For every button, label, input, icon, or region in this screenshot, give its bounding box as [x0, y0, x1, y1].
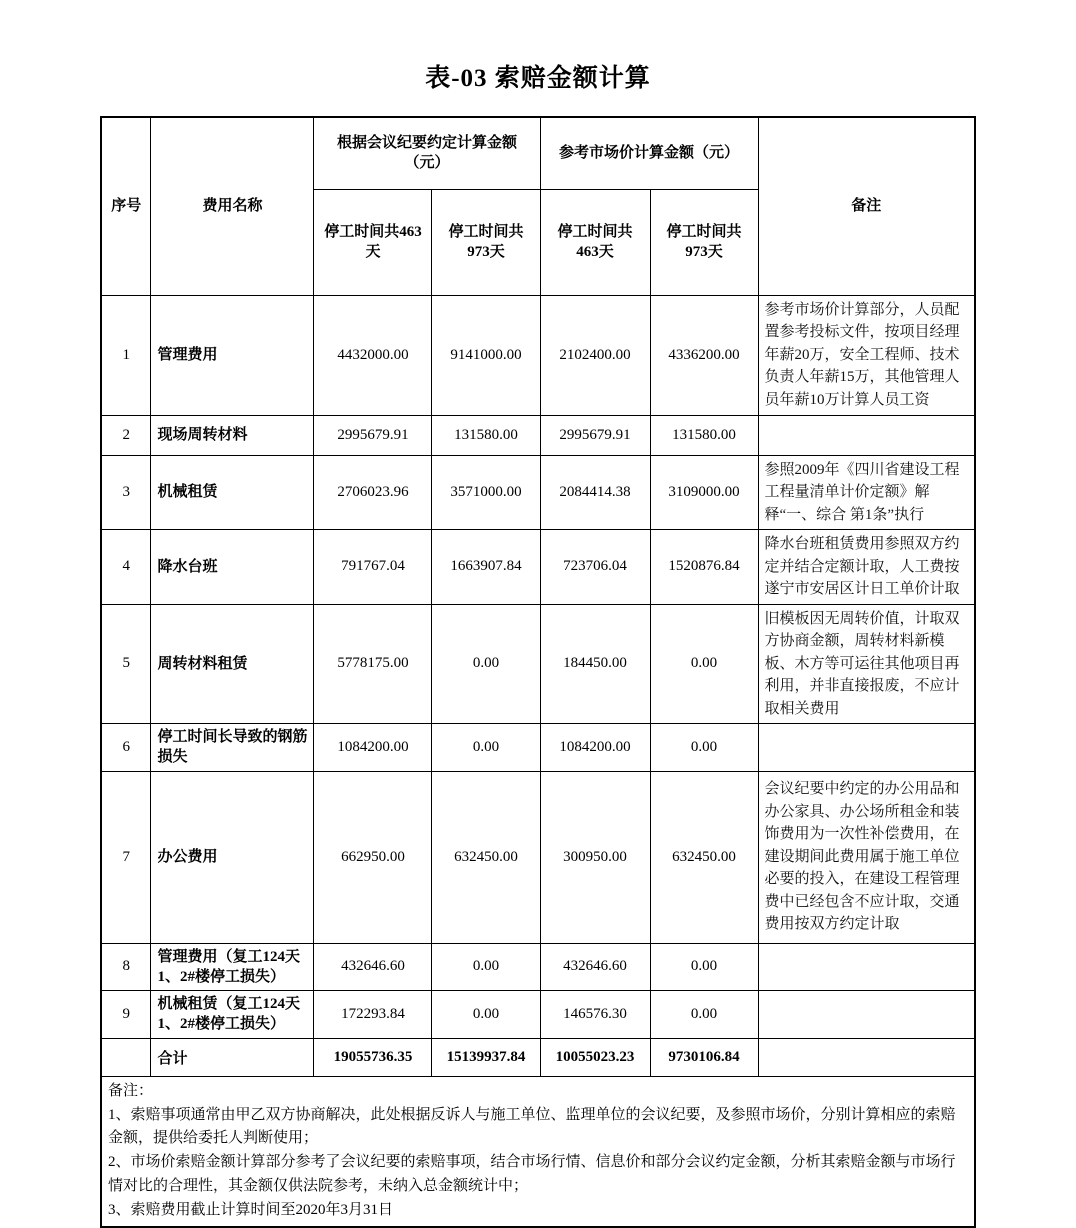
total-market-973: 9730106.84 [650, 1038, 758, 1076]
row-fee-name: 机械租赁（复工124天1、2#楼停工损失） [151, 991, 314, 1039]
row-fee-name: 管理费用（复工124天1、2#楼停工损失） [151, 943, 314, 991]
table-row [101, 771, 975, 943]
table-total-row [101, 1038, 975, 1076]
row-agreement-463: 2706023.96 [314, 455, 432, 530]
row-remark: 会议纪要中约定的办公用品和办公家具、办公场所租金和装饰费用为一次性补偿费用，在建设期间此费用属于施工单位必要的投入，在建设工程管理费中已经包含不应计取，交通费用按双方约定计取 [758, 771, 975, 943]
row-index: 7 [101, 771, 151, 943]
total-index [101, 1038, 151, 1076]
header-agreement-973: 停工时间共973天 [432, 189, 540, 295]
row-agreement-973: 3571000.00 [432, 455, 540, 530]
row-market-973: 131580.00 [650, 415, 758, 455]
row-index: 9 [101, 991, 151, 1039]
footnote-line-0: 备注： [107, 1082, 153, 1099]
row-market-463: 432646.60 [540, 943, 650, 991]
row-fee-name: 现场周转材料 [151, 415, 314, 455]
page-title: 表-03 索赔金额计算 [425, 65, 651, 92]
row-market-463: 184450.00 [540, 604, 650, 724]
header-fee-name: 费用名称 [151, 117, 314, 295]
row-market-463: 723706.04 [540, 530, 650, 605]
row-agreement-973: 9141000.00 [432, 295, 540, 415]
footnote-line-1: 1、索赔事项通常由甲乙双方协商解决，此处根据反诉人与施工单位、监理单位的会议纪要，及参照市场价，分别计算相应的索赔金额，提供给委托人判断使用； [107, 1106, 956, 1146]
table-row [101, 415, 975, 455]
header-remark: 备注 [758, 117, 975, 295]
row-index: 6 [101, 724, 151, 772]
row-agreement-973: 632450.00 [432, 771, 540, 943]
row-index: 2 [101, 415, 151, 455]
row-market-463: 1084200.00 [540, 724, 650, 772]
row-agreement-973: 0.00 [432, 943, 540, 991]
row-remark: 参考市场价计算部分，人员配置参考投标文件，按项目经理年薪20万，安全工程师、技术负责人年薪15万，其他管理人员年薪10万计算人员工资 [758, 295, 975, 415]
row-index: 3 [101, 455, 151, 530]
row-remark [758, 724, 975, 772]
header-group-market: 参考市场价计算金额（元） [540, 117, 758, 189]
row-fee-name: 周转材料租赁 [151, 604, 314, 724]
table-row [101, 530, 975, 605]
row-index: 8 [101, 943, 151, 991]
row-market-463: 2084414.38 [540, 455, 650, 530]
row-fee-name: 降水台班 [151, 530, 314, 605]
row-remark: 降水台班租赁费用参照双方约定并结合定额计取，人工费按遂宁市安居区计日工单价计取 [758, 530, 975, 605]
table-row [101, 991, 975, 1039]
row-market-463: 146576.30 [540, 991, 650, 1039]
header-market-463: 停工时间共463天 [540, 189, 650, 295]
header-agreement-463: 停工时间共463天 [314, 189, 432, 295]
table-row [101, 604, 975, 724]
row-remark: 参照2009年《四川省建设工程工程量清单计价定额》解释“一、综合 第1条”执行 [758, 455, 975, 530]
row-fee-name: 管理费用 [151, 295, 314, 415]
row-index: 1 [101, 295, 151, 415]
row-agreement-463: 4432000.00 [314, 295, 432, 415]
row-index: 5 [101, 604, 151, 724]
row-market-463: 2995679.91 [540, 415, 650, 455]
table-row [101, 943, 975, 991]
row-market-973: 0.00 [650, 943, 758, 991]
row-market-463: 2102400.00 [540, 295, 650, 415]
row-market-973: 1520876.84 [650, 530, 758, 605]
row-market-463: 300950.00 [540, 771, 650, 943]
table-row [101, 455, 975, 530]
row-agreement-463: 2995679.91 [314, 415, 432, 455]
header-market-973: 停工时间共973天 [650, 189, 758, 295]
row-remark [758, 991, 975, 1039]
row-fee-name: 办公费用 [151, 771, 314, 943]
row-market-973: 4336200.00 [650, 295, 758, 415]
claim-amount-table [100, 116, 976, 1228]
row-agreement-463: 5778175.00 [314, 604, 432, 724]
table-header-row-1 [101, 117, 975, 189]
row-market-973: 0.00 [650, 724, 758, 772]
row-market-973: 0.00 [650, 604, 758, 724]
header-index: 序号 [101, 117, 151, 295]
row-market-973: 632450.00 [650, 771, 758, 943]
table-row [101, 724, 975, 772]
row-market-973: 3109000.00 [650, 455, 758, 530]
row-agreement-463: 1084200.00 [314, 724, 432, 772]
total-market-463: 10055023.23 [540, 1038, 650, 1076]
row-agreement-973: 0.00 [432, 991, 540, 1039]
header-group-agreement: 根据会议纪要约定计算金额（元） [314, 117, 540, 189]
row-fee-name: 停工时间长导致的钢筋损失 [151, 724, 314, 772]
row-remark [758, 415, 975, 455]
total-agreement-463: 19055736.35 [314, 1038, 432, 1076]
row-agreement-973: 0.00 [432, 604, 540, 724]
row-market-973: 0.00 [650, 991, 758, 1039]
row-index: 4 [101, 530, 151, 605]
row-agreement-973: 131580.00 [432, 415, 540, 455]
footnote-line-2: 2、市场价索赔金额计算部分参考了会议纪要的索赔事项，结合市场行情、信息价和部分会议约定金额，分析其索赔金额与市场行情对比的合理性，其金额仅供法院参考，未纳入总金额统计中； [107, 1154, 956, 1194]
footnote-line-3: 3、索赔费用截止计算时间至2020年3月31日 [107, 1201, 393, 1218]
row-agreement-463: 172293.84 [314, 991, 432, 1039]
total-label: 合计 [151, 1038, 314, 1076]
row-agreement-973: 1663907.84 [432, 530, 540, 605]
table-row [101, 295, 975, 415]
total-remark [758, 1038, 975, 1076]
total-agreement-973: 15139937.84 [432, 1038, 540, 1076]
table-footnote-row [101, 1076, 975, 1227]
row-remark [758, 943, 975, 991]
row-agreement-463: 791767.04 [314, 530, 432, 605]
footnote-cell [101, 1076, 975, 1227]
row-fee-name: 机械租赁 [151, 455, 314, 530]
row-remark: 旧模板因无周转价值，计取双方协商金额，周转材料新模板、木方等可运往其他项目再利用，并非直接报废，不应计取相关费用 [758, 604, 975, 724]
row-agreement-973: 0.00 [432, 724, 540, 772]
row-agreement-463: 432646.60 [314, 943, 432, 991]
row-agreement-463: 662950.00 [314, 771, 432, 943]
